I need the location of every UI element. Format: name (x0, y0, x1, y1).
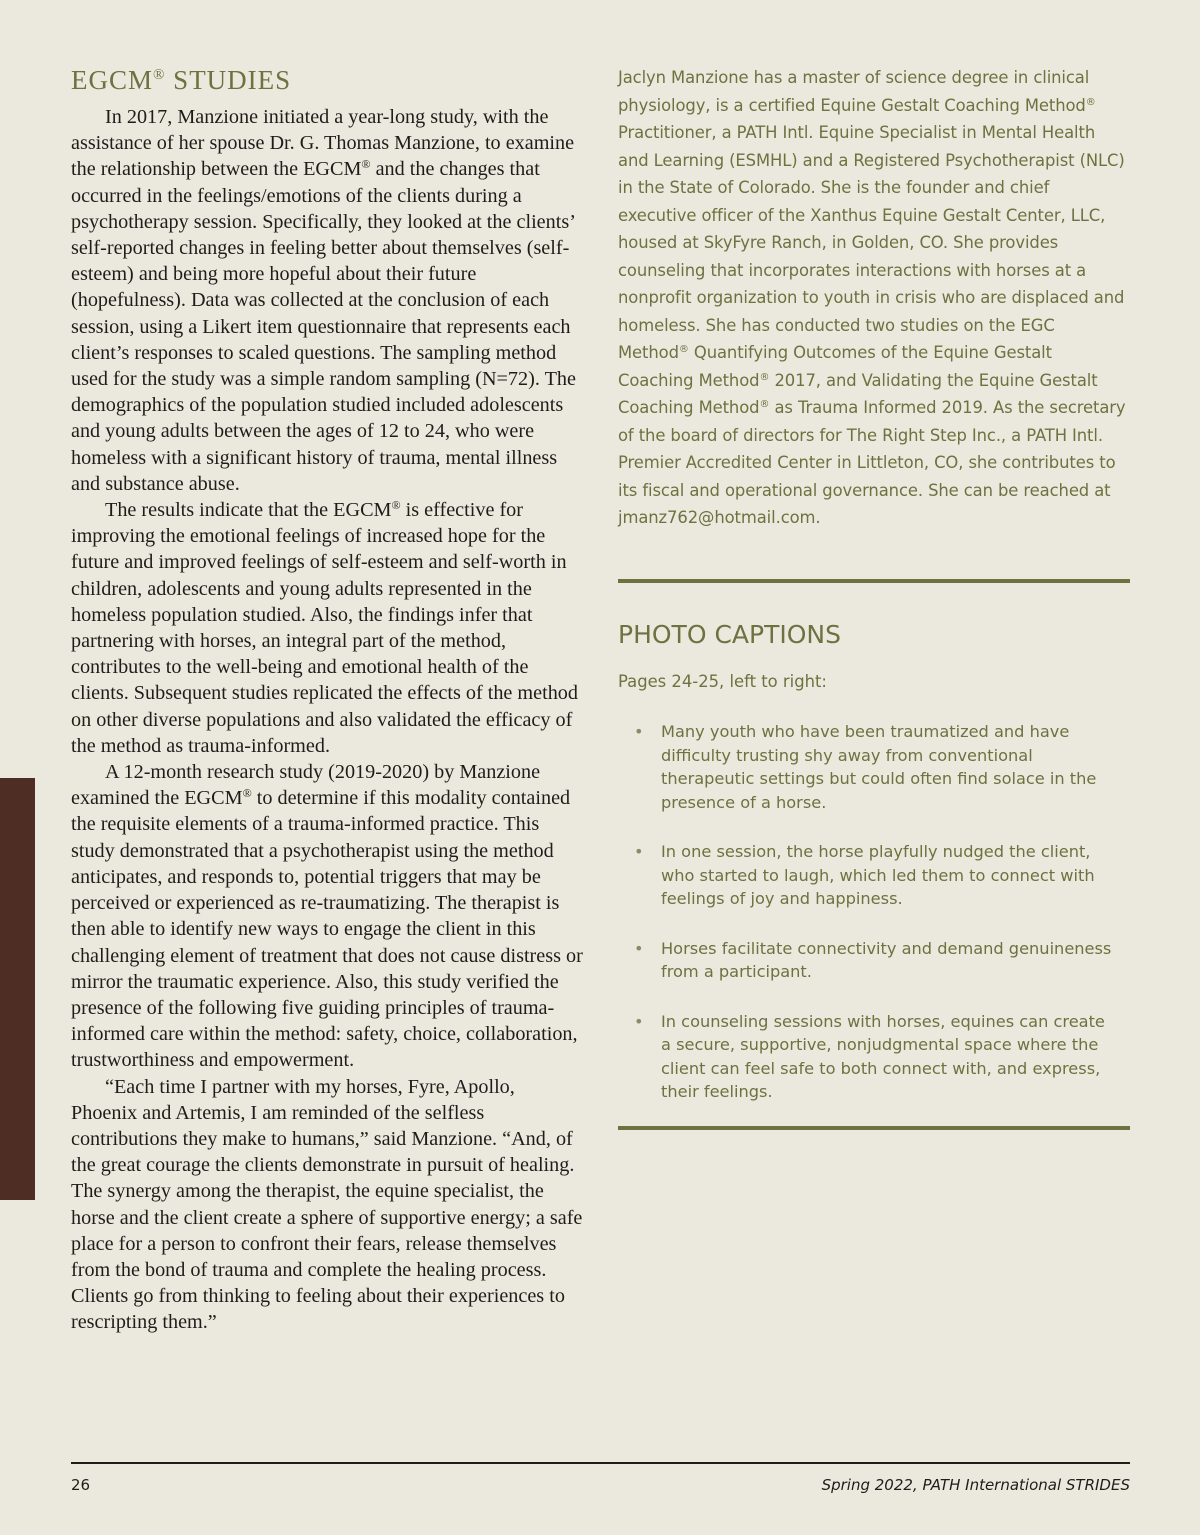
text-run: Practitioner, a PATH Intl. Equine Specialist in Mental Health and Learning (ESMHL) and a Registered Psychotherapist (NLC) in the State of Colorado. She is the founder and chief executive officer of the Xanthus Equine Gestalt Center, LLC, housed at SkyFyre Ranch, in Golden, CO. She provides counseling that incorporates interactions with horses at a nonprofit organization to youth in crisis who are displaced and homeless. She has conducted two studies on the EGC Method (618, 123, 1125, 362)
caption-text: In counseling sessions with horses, equines can create a secure, supportive, nonjudgmental space where the client can feel safe to both connect with, and express, their feelings. (661, 1011, 1105, 1101)
text-run: Jaclyn Manzione has a master of science degree in clinical physiology, is a certified Equine Gestalt Coaching Method (618, 68, 1090, 115)
text-run: 2017, and Validating the Equine Gestalt Coaching Method (618, 370, 1098, 417)
paragraph-4-quote: “Each time I partner with my horses, Fyre, Apollo, Phoenix and Artemis, I am reminded of the selfless contributions they make to humans,” said Manzione. “And, of the great courage the clients demonstrate in pursuit of healing. The synergy among the therapist, the equine specialist, the horse and the client create a sphere of supportive energy; a safe place for a person to confront their fears, release themselves from the bond of trauma and complete the healing process. Clients go from thinking to feeling about their experiences to rescripting them.” (71, 1075, 583, 1334)
bio-paragraph (618, 64, 1130, 532)
page-number: 26 (71, 1476, 91, 1494)
paragraph-2 (71, 497, 586, 759)
side-color-tab (0, 778, 35, 1200)
text-run: is effective for improving the emotional feelings of increased hope for the future and improved feelings of self-esteem and self-worth in children, adolescents and young adults represented in the homeless population studied. Also, the findings infer that partnering with horses, an integral part of the method, contributes to the well-being and emotional health of the clients. Subsequent studies replicated the effects of the method on other diverse populations and also validated the efficacy of the method as trauma-informed. (71, 499, 578, 757)
paragraph-3 (71, 759, 586, 1073)
registered-mark: ® (759, 399, 770, 410)
heading-text: EGCM (71, 65, 154, 95)
heading-rest: STUDIES (165, 65, 292, 95)
article-column (71, 62, 586, 1336)
photo-captions-heading: PHOTO CAPTIONS (618, 620, 841, 649)
registered-mark: ® (1085, 96, 1096, 108)
registered-mark: ® (391, 498, 401, 513)
text-run: In 2017, Manzione initiated a year-long study, with the assistance of her spouse Dr. G. Thomas Manzione, to examine the relationship between the EGCM (71, 106, 575, 181)
section-heading-egcm-studies (71, 62, 586, 98)
article-body (71, 104, 586, 1336)
registered-mark: ® (242, 786, 252, 801)
caption-item (618, 840, 1118, 911)
text-run: as Trauma Informed 2019. As the secretary of the board of directors for The Right Step Inc., a PATH Intl. Premier Accredited Center in Littleton, CO, she contributes to its fiscal and operational governance. She can be reached at jmanz762@hotmail.com. (618, 398, 1126, 527)
registered-mark: ® (759, 371, 770, 383)
author-bio (618, 64, 1130, 532)
photo-captions-list (618, 720, 1118, 1130)
text-run: A 12-month research study (2019-2020) by Manzione examined the EGCM (71, 761, 541, 810)
text-run: The results indicate that the EGCM (105, 499, 392, 522)
caption-text: Horses facilitate connectivity and demand genuineness from a participant. (661, 938, 1112, 981)
divider-rule-bottom (618, 1126, 1130, 1130)
paragraph-1 (71, 104, 586, 497)
divider-rule-top (618, 579, 1130, 583)
bullet-icon: • (634, 1011, 644, 1031)
caption-text: In one session, the horse playfully nudged the client, who started to laugh, which led them to connect with feelings of joy and happiness. (661, 842, 1095, 908)
text-run: and the changes that occurred in the feelings/emotions of the clients during a psychotherapy session. Specifically, they looked at the clients’ self-reported changes in feeling better about themselves (self-esteem) and being more hopeful about their future (hopefulness). Data was collected at the conclusion of each session, using a Likert item questionnaire that represents each client’s responses to scaled questions. The sampling method used for the study was a simple random sampling (N=72). The demographics of the population studied included adolescents and young adults between the ages of 12 to 24, who were homeless with a significant history of trauma, mental illness and substance abuse. (71, 158, 576, 495)
bullet-icon: • (634, 722, 644, 741)
caption-item (618, 1010, 1118, 1104)
registered-mark: ® (361, 157, 371, 172)
registered-mark: ® (678, 344, 689, 355)
bullet-icon: • (634, 938, 644, 958)
photo-captions-intro: Pages 24-25, left to right: (618, 672, 827, 691)
publication-line: Spring 2022, PATH International STRIDES (821, 1476, 1130, 1494)
caption-item (618, 720, 1118, 814)
caption-text: Many youth who have been traumatized and have difficulty trusting shy away from conventional therapeutic settings but could often find solace in the presence of a horse. (661, 722, 1097, 812)
text-run: to determine if this modality contained the requisite elements of a trauma-informed practice. This study demonstrated that a psychotherapist using the method anticipates, and responds to, potential triggers that may be perceived or experienced as re-traumatizing. The therapist is then able to identify new ways to engage the client in this challenging element of treatment that does not cause distress or mirror the traumatic experience. Also, this study verified the presence of the following five guiding principles of trauma-informed care within the method: safety, choice, collaboration, trustworthiness and empowerment. (71, 787, 583, 1072)
bullet-icon: • (634, 842, 644, 861)
text-run: Quantifying Outcomes of the Equine Gestalt Coaching Method (618, 343, 1052, 390)
footer-rule (71, 1462, 1130, 1464)
registered-mark: ® (153, 67, 166, 83)
caption-item (618, 937, 1118, 984)
